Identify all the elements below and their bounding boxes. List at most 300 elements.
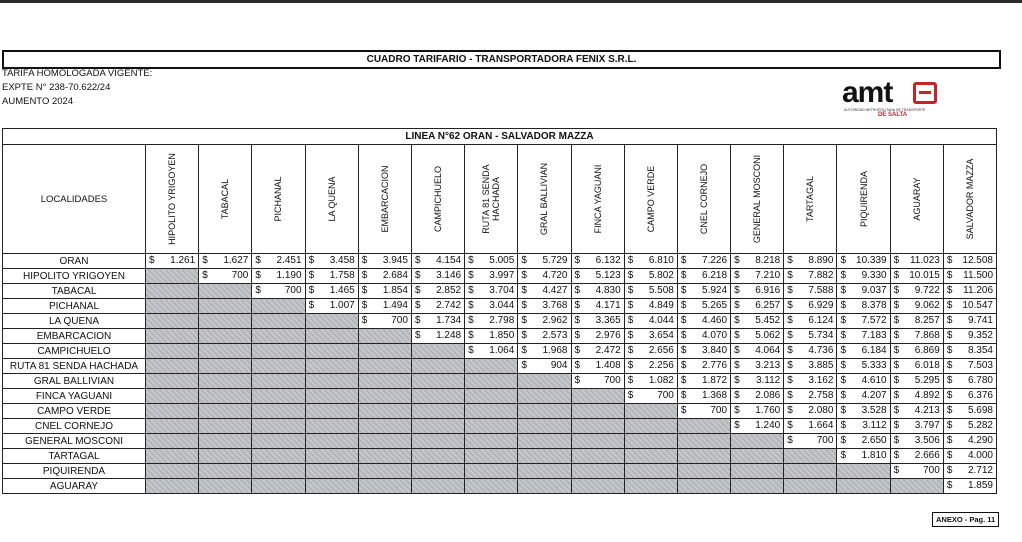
empty-cell bbox=[252, 434, 305, 449]
column-header bbox=[305, 145, 358, 254]
currency-symbol: $ bbox=[893, 375, 900, 386]
empty-cell bbox=[518, 404, 571, 419]
currency-symbol: $ bbox=[787, 255, 793, 266]
fare-cell bbox=[571, 329, 624, 344]
empty-cell bbox=[358, 389, 411, 404]
fare-cell bbox=[784, 344, 837, 359]
fare-cell bbox=[571, 299, 624, 314]
fare-value: 6.810 bbox=[648, 255, 674, 266]
empty-cell bbox=[518, 374, 571, 389]
row-label: TABACAL bbox=[3, 284, 146, 299]
column-header-label: FINCA YAGUANI bbox=[592, 164, 603, 234]
empty-cell bbox=[411, 404, 464, 419]
fare-value: 3.654 bbox=[648, 330, 674, 341]
empty-cell bbox=[252, 329, 305, 344]
fare-value: 3.997 bbox=[489, 270, 515, 281]
fare-cell bbox=[518, 254, 571, 269]
empty-cell bbox=[465, 434, 518, 449]
fare-cell bbox=[624, 254, 677, 269]
fare-value: 2.656 bbox=[648, 345, 674, 356]
currency-symbol: $ bbox=[414, 285, 421, 296]
row-label: GRAL BALLIVIAN bbox=[3, 374, 146, 389]
increase-year: AUMENTO 2024 bbox=[2, 96, 74, 107]
fare-value: 5.295 bbox=[914, 375, 940, 386]
fare-value: 5.729 bbox=[542, 255, 568, 266]
empty-cell bbox=[411, 449, 464, 464]
fare-value: 3.044 bbox=[489, 300, 515, 311]
empty-cell bbox=[571, 419, 624, 434]
column-header-label: RUTA 81 SENDA HACHADA bbox=[481, 164, 502, 234]
fare-cell bbox=[358, 269, 411, 284]
fare-value: 4.427 bbox=[542, 285, 568, 296]
row-label: FINCA YAGUANI bbox=[3, 389, 146, 404]
fare-value: 9.330 bbox=[861, 270, 887, 281]
empty-cell bbox=[199, 299, 252, 314]
fare-cell bbox=[837, 254, 890, 269]
fare-value: 2.650 bbox=[861, 435, 887, 446]
empty-cell bbox=[199, 329, 252, 344]
fare-value: 4.000 bbox=[967, 450, 993, 461]
fare-value: 5.508 bbox=[648, 285, 674, 296]
logo-region: DE SALTA bbox=[878, 112, 908, 118]
fare-cell bbox=[784, 329, 837, 344]
fare-value: 700 bbox=[284, 285, 302, 296]
empty-cell bbox=[358, 479, 411, 494]
fare-cell bbox=[624, 389, 677, 404]
fare-value: 3.768 bbox=[542, 300, 568, 311]
currency-symbol: $ bbox=[840, 285, 846, 296]
fare-value: 4.610 bbox=[861, 375, 887, 386]
currency-symbol: $ bbox=[149, 255, 155, 266]
fare-value: 6.184 bbox=[861, 345, 887, 356]
empty-cell bbox=[199, 434, 252, 449]
fare-value: 4.044 bbox=[648, 315, 674, 326]
empty-cell bbox=[571, 434, 624, 449]
row-label: PIQUIRENDA bbox=[3, 464, 146, 479]
currency-symbol: $ bbox=[361, 285, 368, 296]
currency-symbol: $ bbox=[627, 360, 634, 371]
column-header bbox=[731, 145, 784, 254]
fare-cell bbox=[677, 284, 730, 299]
currency-symbol: $ bbox=[468, 330, 474, 341]
fare-cell bbox=[837, 269, 890, 284]
currency-symbol: $ bbox=[574, 285, 581, 296]
empty-cell bbox=[411, 434, 464, 449]
currency-symbol: $ bbox=[627, 345, 634, 356]
empty-cell bbox=[252, 419, 305, 434]
fare-value: 4.290 bbox=[967, 435, 993, 446]
fare-cell bbox=[252, 284, 305, 299]
empty-cell bbox=[358, 329, 411, 344]
empty-cell bbox=[358, 359, 411, 374]
empty-cell bbox=[199, 359, 252, 374]
table-row bbox=[3, 269, 997, 284]
fare-cell bbox=[411, 299, 464, 314]
fare-table bbox=[2, 128, 997, 494]
fare-cell bbox=[943, 254, 996, 269]
fare-value: 4.064 bbox=[755, 345, 781, 356]
fare-cell bbox=[677, 389, 730, 404]
fare-cell bbox=[465, 329, 518, 344]
currency-symbol: $ bbox=[946, 345, 953, 356]
empty-cell bbox=[146, 344, 199, 359]
fare-cell bbox=[518, 269, 571, 284]
fare-value: 3.885 bbox=[808, 360, 834, 371]
column-header-label: CAMPO VERDE bbox=[645, 165, 656, 233]
fare-value: 1.465 bbox=[329, 285, 355, 296]
currency-symbol: $ bbox=[468, 270, 474, 281]
currency-symbol: $ bbox=[308, 270, 315, 281]
currency-symbol: $ bbox=[840, 360, 846, 371]
fare-cell bbox=[305, 284, 358, 299]
currency-symbol: $ bbox=[627, 285, 634, 296]
fare-value: 1.758 bbox=[329, 270, 355, 281]
currency-symbol: $ bbox=[627, 375, 634, 386]
empty-cell bbox=[305, 389, 358, 404]
fare-cell bbox=[146, 254, 199, 269]
fare-cell bbox=[943, 269, 996, 284]
column-header-label: EMBARCACION bbox=[379, 165, 390, 233]
fare-cell bbox=[784, 404, 837, 419]
fare-cell bbox=[837, 284, 890, 299]
empty-cell bbox=[305, 374, 358, 389]
fare-cell bbox=[890, 419, 943, 434]
fare-cell bbox=[252, 269, 305, 284]
fare-value: 5.265 bbox=[702, 300, 728, 311]
fare-cell bbox=[943, 284, 996, 299]
currency-symbol: $ bbox=[840, 405, 846, 416]
empty-cell bbox=[199, 344, 252, 359]
fare-value: 5.062 bbox=[755, 330, 781, 341]
fare-cell bbox=[943, 359, 996, 374]
fare-value: 8.257 bbox=[914, 315, 940, 326]
currency-symbol: $ bbox=[734, 255, 740, 266]
fare-cell bbox=[305, 254, 358, 269]
empty-cell bbox=[518, 434, 571, 449]
fare-cell bbox=[731, 299, 784, 314]
fare-value: 6.780 bbox=[967, 375, 993, 386]
fare-value: 4.849 bbox=[648, 300, 674, 311]
currency-symbol: $ bbox=[787, 330, 793, 341]
currency-symbol: $ bbox=[414, 330, 421, 341]
empty-cell bbox=[624, 449, 677, 464]
fare-value: 6.869 bbox=[914, 345, 940, 356]
empty-cell bbox=[465, 419, 518, 434]
fare-value: 4.830 bbox=[595, 285, 621, 296]
column-header bbox=[571, 145, 624, 254]
currency-symbol: $ bbox=[840, 375, 846, 386]
currency-symbol: $ bbox=[308, 255, 315, 266]
fare-value: 1.240 bbox=[755, 420, 781, 431]
empty-cell bbox=[358, 419, 411, 434]
fare-value: 5.282 bbox=[967, 420, 993, 431]
fare-cell bbox=[411, 284, 464, 299]
fare-value: 2.712 bbox=[967, 465, 993, 476]
fare-value: 1.968 bbox=[542, 345, 568, 356]
fare-value: 9.741 bbox=[967, 315, 993, 326]
currency-symbol: $ bbox=[468, 345, 474, 356]
fare-value: 9.037 bbox=[861, 285, 887, 296]
fare-cell bbox=[571, 344, 624, 359]
currency-symbol: $ bbox=[893, 435, 900, 446]
column-header bbox=[518, 145, 571, 254]
empty-cell bbox=[731, 449, 784, 464]
empty-cell bbox=[252, 314, 305, 329]
currency-symbol: $ bbox=[734, 405, 740, 416]
fare-cell bbox=[784, 389, 837, 404]
fare-cell bbox=[837, 329, 890, 344]
fare-value: 11.023 bbox=[909, 255, 940, 266]
fare-cell bbox=[890, 284, 943, 299]
empty-cell bbox=[624, 419, 677, 434]
empty-cell bbox=[146, 269, 199, 284]
currency-symbol: $ bbox=[361, 255, 368, 266]
currency-symbol: $ bbox=[521, 270, 527, 281]
currency-symbol: $ bbox=[255, 285, 261, 296]
currency-symbol: $ bbox=[521, 360, 527, 371]
column-header-label: LA QUENA bbox=[326, 176, 337, 222]
empty-cell bbox=[252, 479, 305, 494]
fare-value: 4.171 bbox=[595, 300, 621, 311]
currency-symbol: $ bbox=[627, 270, 634, 281]
fare-value: 1.850 bbox=[489, 330, 515, 341]
fare-cell bbox=[784, 419, 837, 434]
fare-value: 1.007 bbox=[329, 300, 355, 311]
empty-cell bbox=[252, 464, 305, 479]
fare-value: 3.704 bbox=[489, 285, 515, 296]
fare-cell bbox=[731, 389, 784, 404]
fare-value: 6.257 bbox=[755, 300, 781, 311]
currency-symbol: $ bbox=[574, 375, 581, 386]
fare-value: 2.776 bbox=[702, 360, 728, 371]
fare-value: 3.797 bbox=[914, 420, 940, 431]
row-label: CAMPO VERDE bbox=[3, 404, 146, 419]
empty-cell bbox=[465, 389, 518, 404]
currency-symbol: $ bbox=[840, 315, 846, 326]
fare-cell bbox=[624, 329, 677, 344]
fare-value: 2.758 bbox=[808, 390, 834, 401]
fare-cell bbox=[411, 269, 464, 284]
currency-symbol: $ bbox=[680, 300, 687, 311]
fare-cell bbox=[731, 314, 784, 329]
fare-cell bbox=[518, 299, 571, 314]
fare-value: 9.722 bbox=[914, 285, 940, 296]
fare-value: 4.070 bbox=[702, 330, 728, 341]
fare-cell bbox=[784, 269, 837, 284]
empty-cell bbox=[305, 419, 358, 434]
empty-cell bbox=[571, 464, 624, 479]
fare-cell bbox=[624, 299, 677, 314]
fare-cell bbox=[731, 329, 784, 344]
fare-cell bbox=[465, 344, 518, 359]
empty-cell bbox=[411, 389, 464, 404]
currency-symbol: $ bbox=[787, 345, 793, 356]
fare-cell bbox=[518, 344, 571, 359]
fare-cell bbox=[677, 404, 730, 419]
fare-value: 1.872 bbox=[702, 375, 728, 386]
fare-value: 10.547 bbox=[962, 300, 993, 311]
fare-value: 7.183 bbox=[861, 330, 887, 341]
empty-cell bbox=[305, 329, 358, 344]
fare-cell bbox=[890, 404, 943, 419]
currency-symbol: $ bbox=[521, 285, 527, 296]
fare-value: 1.664 bbox=[808, 420, 834, 431]
fare-cell bbox=[943, 389, 996, 404]
fare-value: 2.666 bbox=[914, 450, 940, 461]
fare-cell bbox=[943, 314, 996, 329]
empty-cell bbox=[358, 344, 411, 359]
currency-symbol: $ bbox=[946, 255, 953, 266]
fare-value: 2.798 bbox=[489, 315, 515, 326]
empty-cell bbox=[358, 464, 411, 479]
currency-symbol: $ bbox=[680, 405, 687, 416]
currency-symbol: $ bbox=[946, 465, 953, 476]
table-row bbox=[3, 464, 997, 479]
currency-symbol: $ bbox=[893, 465, 900, 476]
currency-symbol: $ bbox=[574, 330, 581, 341]
currency-symbol: $ bbox=[308, 285, 315, 296]
currency-symbol: $ bbox=[680, 330, 687, 341]
empty-cell bbox=[199, 314, 252, 329]
currency-symbol: $ bbox=[734, 345, 740, 356]
empty-cell bbox=[518, 449, 571, 464]
fare-value: 3.840 bbox=[702, 345, 728, 356]
currency-symbol: $ bbox=[893, 390, 900, 401]
fare-cell bbox=[943, 434, 996, 449]
currency-symbol: $ bbox=[414, 255, 421, 266]
fare-value: 1.760 bbox=[755, 405, 781, 416]
empty-cell bbox=[784, 479, 837, 494]
fare-cell bbox=[731, 284, 784, 299]
fare-value: 700 bbox=[657, 390, 674, 401]
fare-cell bbox=[624, 269, 677, 284]
currency-symbol: $ bbox=[468, 300, 474, 311]
fare-cell bbox=[518, 359, 571, 374]
fare-cell bbox=[837, 449, 890, 464]
currency-symbol: $ bbox=[787, 405, 793, 416]
fare-cell bbox=[837, 434, 890, 449]
currency-symbol: $ bbox=[946, 435, 953, 446]
fare-cell bbox=[784, 254, 837, 269]
empty-cell bbox=[571, 389, 624, 404]
currency-symbol: $ bbox=[893, 330, 900, 341]
currency-symbol: $ bbox=[627, 300, 634, 311]
empty-cell bbox=[358, 434, 411, 449]
currency-symbol: $ bbox=[734, 360, 740, 371]
currency-symbol: $ bbox=[734, 390, 740, 401]
fare-value: 3.162 bbox=[808, 375, 834, 386]
table-row bbox=[3, 449, 997, 464]
empty-cell bbox=[358, 374, 411, 389]
column-header-label: PIQUIRENDA bbox=[858, 171, 869, 228]
empty-cell bbox=[411, 419, 464, 434]
empty-cell bbox=[465, 374, 518, 389]
currency-symbol: $ bbox=[202, 270, 208, 281]
currency-symbol: $ bbox=[840, 270, 846, 281]
document-title: CUADRO TARIFARIO - TRANSPORTADORA FENIX S.R.L. bbox=[2, 50, 1001, 69]
fare-cell bbox=[624, 284, 677, 299]
fare-cell bbox=[890, 254, 943, 269]
column-header-label: SALVADOR MAZZA bbox=[964, 158, 975, 240]
currency-symbol: $ bbox=[468, 255, 474, 266]
currency-symbol: $ bbox=[840, 345, 846, 356]
empty-cell bbox=[252, 374, 305, 389]
currency-symbol: $ bbox=[574, 255, 581, 266]
empty-cell bbox=[305, 464, 358, 479]
row-label: GENERAL MOSCONI bbox=[3, 434, 146, 449]
column-header bbox=[837, 145, 890, 254]
fare-value: 4.207 bbox=[861, 390, 887, 401]
table-row bbox=[3, 329, 997, 344]
currency-symbol: $ bbox=[680, 315, 687, 326]
row-label: LA QUENA bbox=[3, 314, 146, 329]
fare-cell bbox=[731, 419, 784, 434]
row-label: AGUARAY bbox=[3, 479, 146, 494]
empty-cell bbox=[465, 479, 518, 494]
fare-cell bbox=[890, 374, 943, 389]
fare-cell bbox=[624, 314, 677, 329]
row-label: CAMPICHUELO bbox=[3, 344, 146, 359]
currency-symbol: $ bbox=[680, 270, 687, 281]
fare-value: 4.892 bbox=[914, 390, 940, 401]
empty-cell bbox=[305, 449, 358, 464]
currency-symbol: $ bbox=[680, 285, 687, 296]
table-row bbox=[3, 389, 997, 404]
currency-symbol: $ bbox=[308, 300, 315, 311]
fare-cell bbox=[943, 404, 996, 419]
column-header bbox=[146, 145, 199, 254]
fare-cell bbox=[837, 404, 890, 419]
table-row bbox=[3, 314, 997, 329]
column-header bbox=[890, 145, 943, 254]
empty-cell bbox=[358, 449, 411, 464]
fare-value: 5.924 bbox=[702, 285, 728, 296]
fare-cell bbox=[624, 344, 677, 359]
fare-cell bbox=[465, 299, 518, 314]
fare-value: 11.206 bbox=[963, 285, 993, 296]
currency-symbol: $ bbox=[574, 345, 581, 356]
empty-cell bbox=[571, 404, 624, 419]
empty-cell bbox=[518, 464, 571, 479]
currency-symbol: $ bbox=[468, 285, 474, 296]
fare-cell bbox=[943, 419, 996, 434]
currency-symbol: $ bbox=[840, 330, 846, 341]
row-label: PICHANAL bbox=[3, 299, 146, 314]
empty-cell bbox=[465, 464, 518, 479]
table-row bbox=[3, 419, 997, 434]
currency-symbol: $ bbox=[414, 270, 421, 281]
fare-cell bbox=[890, 389, 943, 404]
empty-cell bbox=[305, 359, 358, 374]
empty-cell bbox=[305, 434, 358, 449]
fare-cell bbox=[890, 464, 943, 479]
table-row bbox=[3, 434, 997, 449]
fare-cell bbox=[890, 434, 943, 449]
currency-symbol: $ bbox=[680, 345, 687, 356]
fare-cell bbox=[571, 269, 624, 284]
empty-cell bbox=[146, 404, 199, 419]
fare-cell bbox=[943, 464, 996, 479]
fare-cell bbox=[784, 434, 837, 449]
fare-cell bbox=[305, 269, 358, 284]
empty-cell bbox=[677, 464, 730, 479]
fare-cell bbox=[571, 254, 624, 269]
fare-value: 5.452 bbox=[755, 315, 781, 326]
currency-symbol: $ bbox=[574, 300, 581, 311]
expedient-number: EXPTE N° 238-70.622/24 bbox=[2, 82, 111, 93]
tariff-label: TARIFA HOMOLOGADA VIGENTE: bbox=[2, 68, 153, 79]
fare-value: 9.352 bbox=[967, 330, 993, 341]
